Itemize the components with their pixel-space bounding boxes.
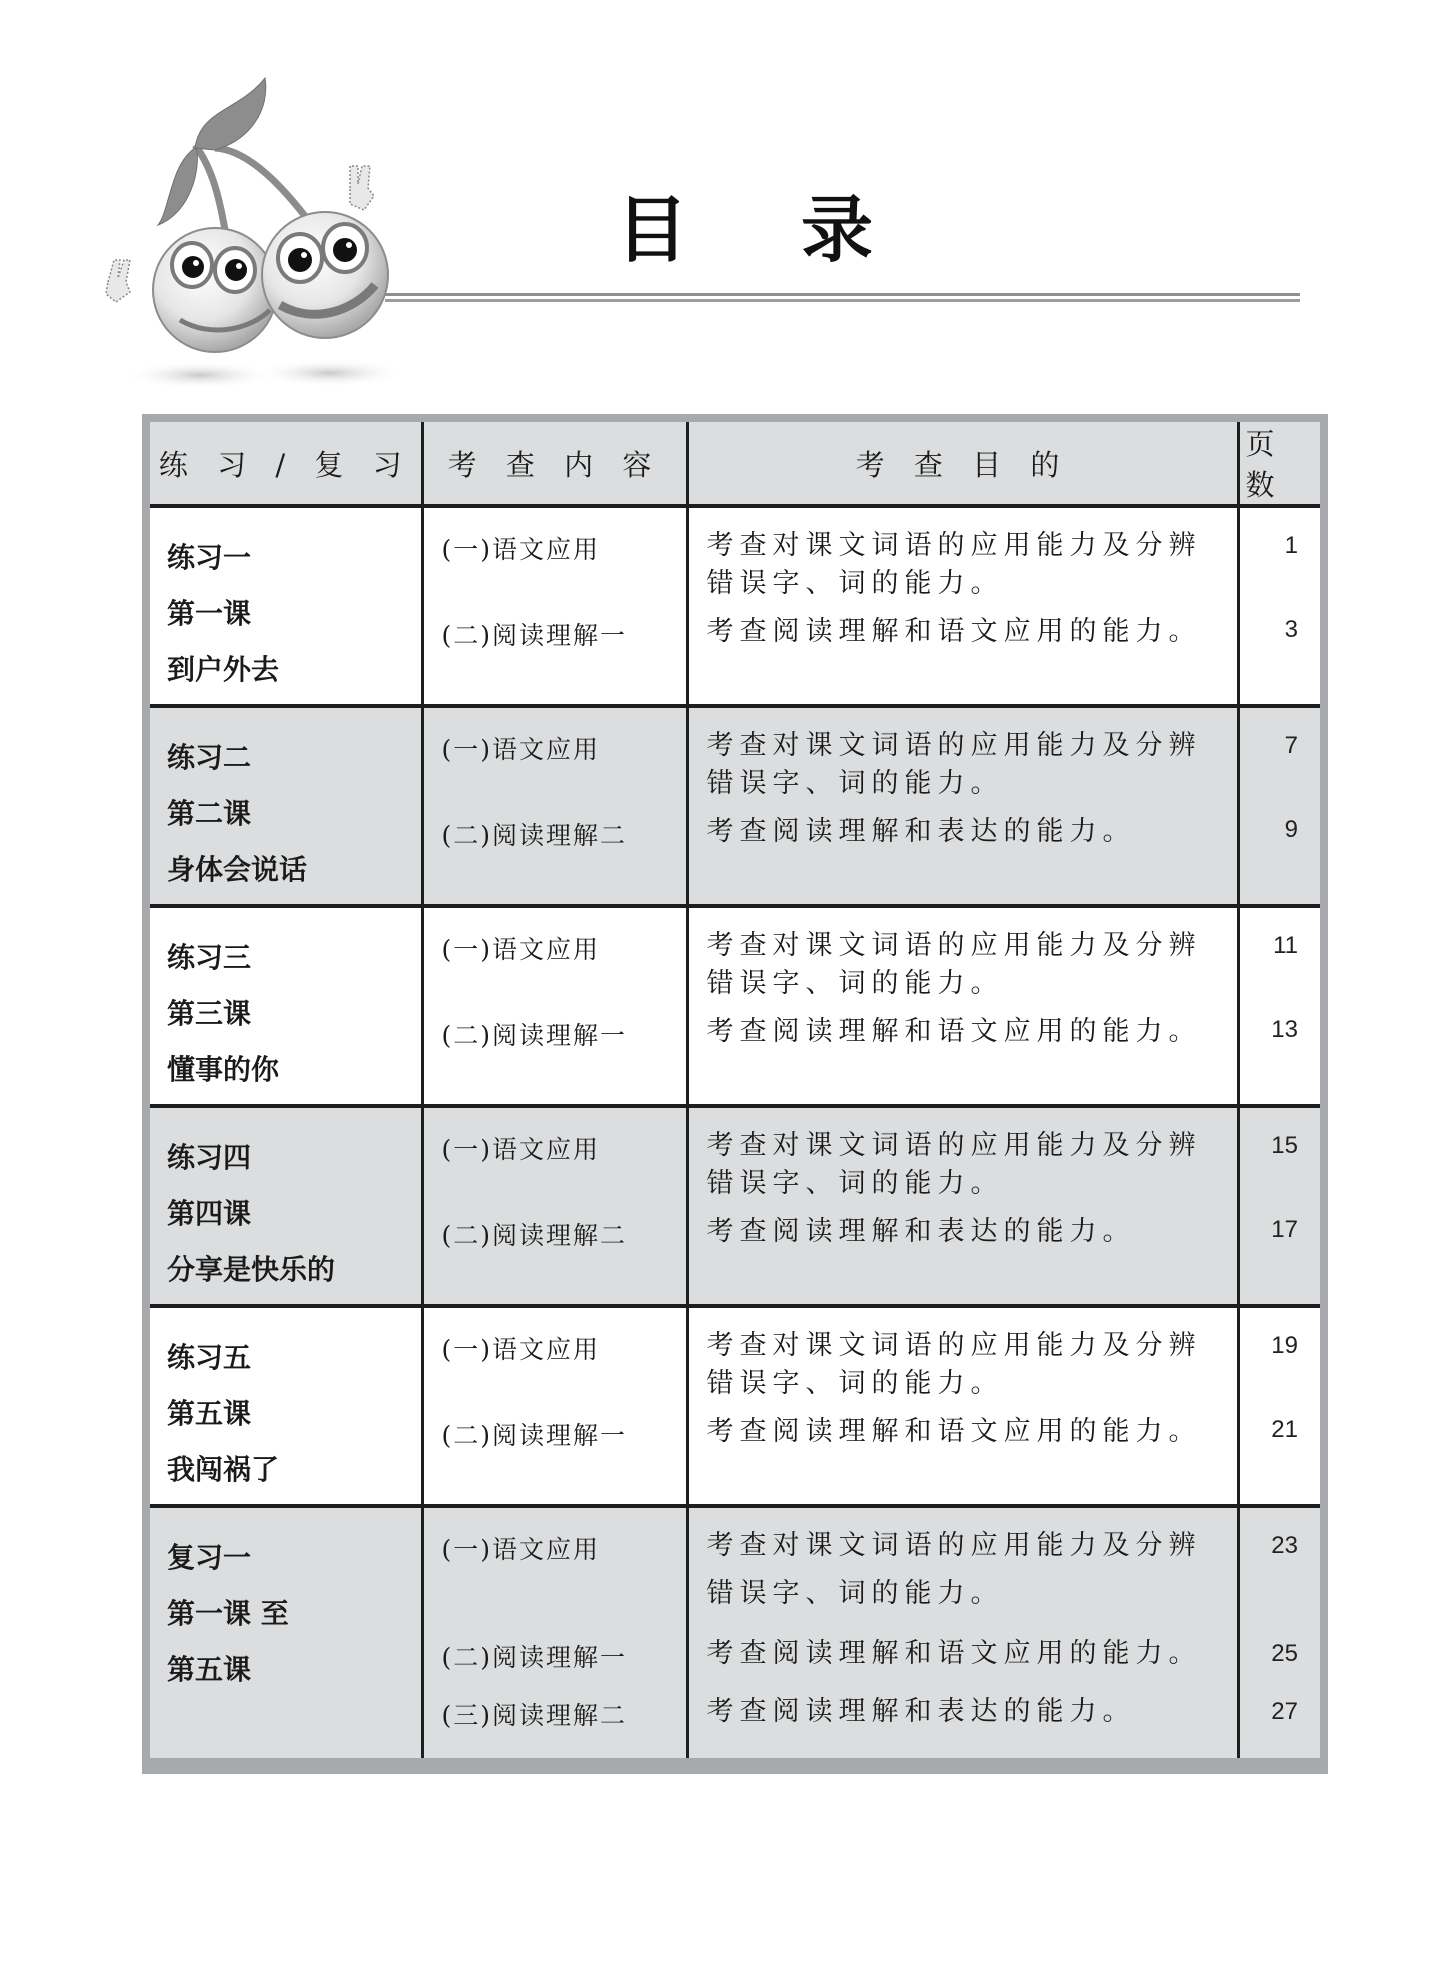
lesson-cell: [150, 508, 421, 698]
aim-text: 考查对课文词语的应用能力及分辨: [706, 1130, 1202, 1161]
content-item: (二)阅读理解一: [441, 1421, 628, 1450]
aim-text: 考查阅读理解和语文应用的能力。: [706, 616, 1202, 647]
lesson-label: 复习一: [167, 1541, 252, 1574]
lesson-label: 练习二: [167, 741, 252, 774]
content-item: (一)语文应用: [441, 535, 601, 564]
table-row: [150, 706, 1320, 906]
aim-text: 考查对课文词语的应用能力及分辨: [706, 1330, 1202, 1361]
lesson-cell: [150, 1508, 421, 1698]
content-item: (一)语文应用: [441, 935, 601, 964]
aim-text: 考查对课文词语的应用能力及分辨: [706, 930, 1202, 961]
content-item: (一)语文应用: [441, 1335, 601, 1364]
table-header-row: [150, 422, 1320, 506]
aim-text: 考查对课文词语的应用能力及分辨: [706, 730, 1202, 761]
lesson-title: 分享是快乐的: [167, 1253, 336, 1286]
page-number[interactable]: 23: [1271, 1532, 1298, 1559]
lesson-cell: [150, 1108, 421, 1298]
header-page: 页 数: [1238, 422, 1320, 506]
lesson-title: 懂事的你: [167, 1053, 280, 1086]
aim-text: 考查阅读理解和表达的能力。: [706, 1216, 1136, 1247]
lesson-cell: [150, 1308, 421, 1498]
header-exercise: 练 习 / 复 习: [150, 422, 422, 506]
page-number[interactable]: 3: [1284, 616, 1298, 643]
aim-text: 错误字、词的能力。: [706, 568, 1004, 599]
lesson-number: 第三课: [167, 997, 252, 1030]
aim-text: 错误字、词的能力。: [706, 1578, 1004, 1609]
lesson-title: 身体会说话: [167, 853, 308, 886]
content-item: (一)语文应用: [441, 735, 601, 764]
lesson-cell: [150, 908, 421, 1098]
page-number[interactable]: 13: [1271, 1016, 1298, 1043]
page-number[interactable]: 17: [1271, 1216, 1298, 1243]
page-number[interactable]: 21: [1271, 1416, 1298, 1443]
lesson-cell: [150, 708, 421, 898]
contents-table: [150, 422, 1320, 1758]
contents-table-frame: [142, 414, 1328, 1774]
lesson-label: 练习一: [167, 541, 252, 574]
table-row: [150, 906, 1320, 1106]
aim-text: 错误字、词的能力。: [706, 1168, 1004, 1199]
lesson-title: 第五课: [167, 1653, 252, 1686]
lesson-label: 练习五: [167, 1341, 252, 1374]
content-item: (二)阅读理解一: [441, 621, 628, 650]
lesson-number: 第一课: [167, 597, 252, 630]
content-item: (二)阅读理解二: [441, 821, 628, 850]
table-row: [150, 1106, 1320, 1306]
aim-text: 错误字、词的能力。: [706, 768, 1004, 799]
page-number[interactable]: 19: [1271, 1332, 1298, 1359]
page-number[interactable]: 15: [1271, 1132, 1298, 1159]
aim-text: 考查阅读理解和语文应用的能力。: [706, 1638, 1202, 1669]
lesson-label: 练习三: [167, 941, 252, 974]
content-item: (二)阅读理解一: [441, 1021, 628, 1050]
page-number[interactable]: 11: [1273, 932, 1298, 959]
aim-text: 考查对课文词语的应用能力及分辨: [706, 1530, 1202, 1561]
lesson-title: 我闯祸了: [167, 1453, 280, 1486]
table-row: [150, 1506, 1320, 1758]
content-item: (二)阅读理解二: [441, 1221, 628, 1250]
page-number[interactable]: 7: [1284, 732, 1298, 759]
aim-text: 考查对课文词语的应用能力及分辨: [706, 530, 1202, 561]
page-number[interactable]: 9: [1284, 816, 1298, 843]
content-item: (二)阅读理解一: [441, 1643, 628, 1672]
header-content: 考 查 内 容: [422, 422, 687, 506]
table-row: [150, 506, 1320, 706]
content-item: (一)语文应用: [441, 1535, 601, 1564]
lesson-number: 第二课: [167, 797, 252, 830]
page-number[interactable]: 27: [1271, 1698, 1298, 1725]
table-row: [150, 1306, 1320, 1506]
lesson-number: 第五课: [167, 1397, 252, 1430]
aim-text: 错误字、词的能力。: [706, 1368, 1004, 1399]
aim-text: 考查阅读理解和语文应用的能力。: [706, 1416, 1202, 1447]
lesson-number: 第四课: [167, 1197, 252, 1230]
aim-text: 考查阅读理解和语文应用的能力。: [706, 1016, 1202, 1047]
aim-text: 考查阅读理解和表达的能力。: [706, 1696, 1136, 1727]
lesson-number: 第一课 至: [167, 1597, 289, 1630]
aim-text: 错误字、词的能力。: [706, 968, 1004, 999]
page-number[interactable]: 1: [1284, 532, 1298, 559]
header-aim: 考 查 目 的: [687, 422, 1238, 506]
page-title: 目 录: [615, 188, 918, 272]
content-item: (三)阅读理解二: [441, 1701, 628, 1730]
title-divider: [385, 293, 1300, 302]
aim-text: 考查阅读理解和表达的能力。: [706, 816, 1136, 847]
content-item: (一)语文应用: [441, 1135, 601, 1164]
page-number[interactable]: 25: [1271, 1640, 1298, 1667]
lesson-label: 练习四: [167, 1141, 252, 1174]
lesson-title: 到户外去: [167, 653, 280, 686]
